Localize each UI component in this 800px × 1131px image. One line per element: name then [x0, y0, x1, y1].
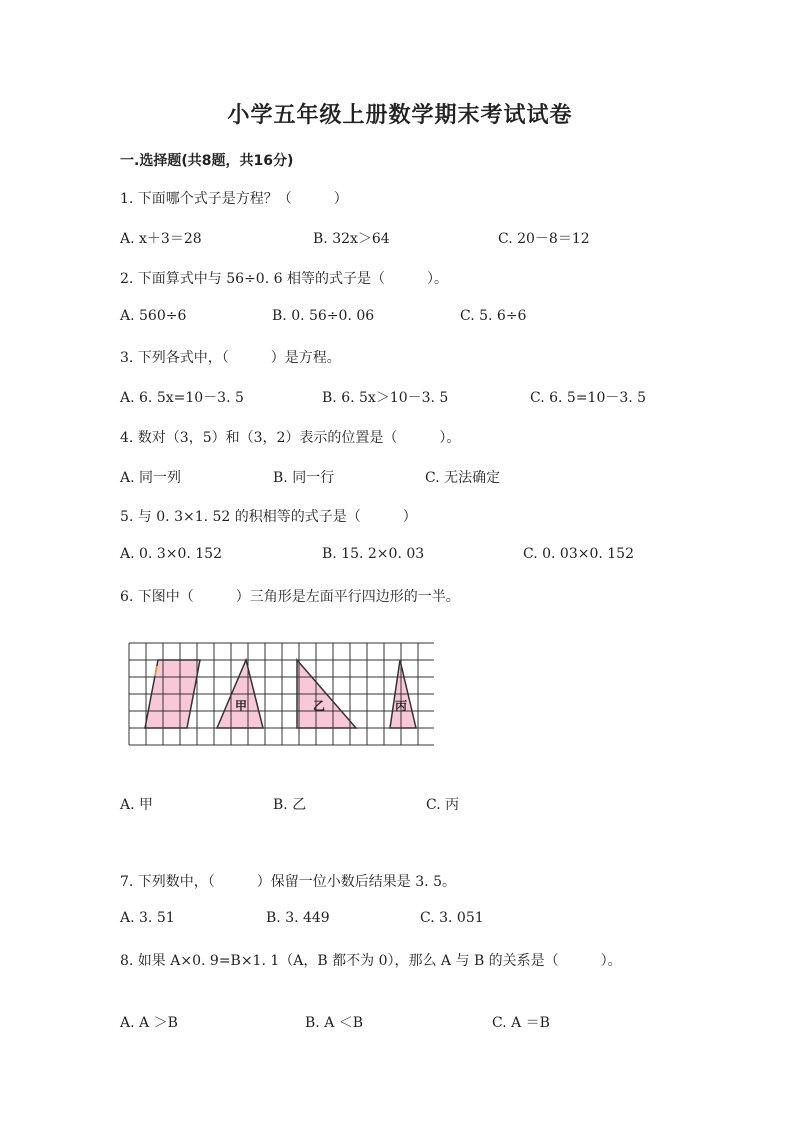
q3-option-b: B. 6. 5x＞10－3. 5: [322, 390, 449, 406]
q7-option-a: A. 3. 51: [120, 910, 175, 926]
q7-option-c: C. 3. 051: [420, 910, 484, 926]
q3-option-c: C. 6. 5=10－3. 5: [530, 390, 647, 406]
label-jia: 甲: [235, 699, 248, 713]
q1-option-c: C. 20－8＝12: [498, 231, 590, 247]
q5-option-b: B. 15. 2×0. 03: [322, 546, 425, 562]
q4-option-a: A. 同一列: [120, 470, 182, 486]
q4-option-c: C. 无法确定: [425, 470, 501, 486]
question-5: 5. 与 0. 3×1. 52 的积相等的式子是（ ）: [120, 509, 417, 525]
q4-option-b: B. 同一行: [273, 470, 335, 486]
grid-lines: [129, 643, 434, 745]
q2-option-a: A. 560÷6: [120, 308, 187, 324]
question-8: 8. 如果 A×0. 9=B×1. 1（A，B 都不为 0），那么 A 与 B 的关系是（ ）。: [120, 953, 622, 969]
question-1: 1. 下面哪个式子是方程？（ ）: [120, 191, 348, 207]
q1-option-a: A. x＋3＝28: [120, 231, 202, 247]
q7-option-b: B. 3. 449: [266, 910, 330, 926]
question-2: 2. 下面算式中与 56÷0. 6 相等的式子是（ ）。: [120, 271, 448, 287]
q5-option-c: C. 0. 03×0. 152: [523, 546, 634, 562]
q3-option-a: A. 6. 5x=10－3. 5: [120, 390, 244, 406]
q8-option-b: B. A ＜B: [305, 1015, 364, 1031]
q8-option-c: C. A ＝B: [492, 1015, 550, 1031]
q2-option-b: B. 0. 56÷0. 06: [272, 308, 375, 324]
question-3: 3. 下列各式中，（ ）是方程。: [120, 350, 341, 366]
question-4: 4. 数对（3，5）和（3，2）表示的位置是（ ）。: [120, 430, 461, 446]
label-yi: 乙: [313, 699, 326, 713]
section-heading: 一.选择题(共8题，共16分): [120, 153, 294, 169]
question-7: 7. 下列数中，（ ）保留一位小数后结果是 3. 5。: [120, 874, 456, 890]
label-bing: 丙: [395, 699, 408, 713]
q6-option-b: B. 乙: [273, 797, 307, 813]
grid-figure: [128, 640, 434, 754]
q5-option-a: A. 0. 3×0. 152: [120, 546, 222, 562]
q6-option-a: A. 甲: [120, 797, 154, 813]
q8-option-a: A. A ＞B: [120, 1015, 178, 1031]
q6-option-c: C. 丙: [426, 797, 460, 813]
exam-title: 小学五年级上册数学期末考试试卷: [227, 103, 573, 128]
q2-option-c: C. 5. 6÷6: [460, 308, 527, 324]
question-6: 6. 下图中（ ）三角形是左面平行四边形的一半。: [120, 589, 460, 605]
q1-option-b: B. 32x＞64: [313, 231, 390, 247]
